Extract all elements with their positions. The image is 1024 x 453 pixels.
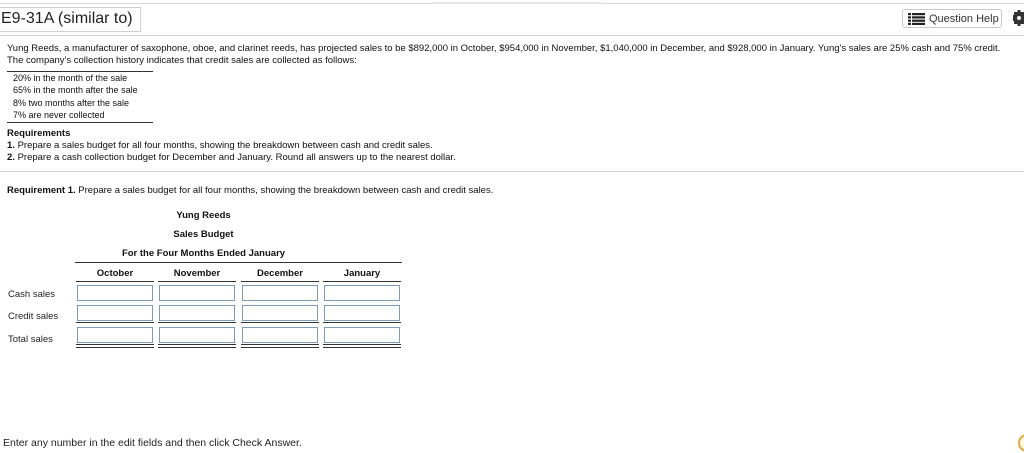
cash-sales-december-input[interactable] xyxy=(242,285,318,301)
total-sales-december-input[interactable] xyxy=(242,327,318,343)
column-header-january: January xyxy=(343,268,381,279)
column-header-october: October xyxy=(96,268,134,279)
total-sales-january-input[interactable] xyxy=(324,327,400,343)
row-label-credit-sales: Credit sales xyxy=(8,311,59,322)
total-sales-november-input[interactable] xyxy=(159,327,235,343)
credit-sales-october-input[interactable] xyxy=(77,305,153,321)
credit-sales-november-input[interactable] xyxy=(159,305,235,321)
progress-track xyxy=(432,2,602,4)
list-icon xyxy=(908,13,925,25)
requirement-item xyxy=(7,152,456,163)
column-rule xyxy=(76,281,154,282)
section-divider xyxy=(0,171,1024,172)
footer-instruction: Enter any number in the edit fields and then click Check Answer. xyxy=(3,437,302,449)
budget-company: Yung Reeds xyxy=(176,210,231,221)
collection-table xyxy=(7,71,153,123)
double-underline xyxy=(241,344,319,348)
collection-row: 7% are never collected xyxy=(7,109,153,122)
problem-text: Yung Reeds, a manufacturer of saxophone, oboe, and clarinet reeds, has projected sales to be $892,000 in October, $954,000 in November, $1,040,000 in December, and $928,000 in January. Yung's sales are 25% cash and 75% credit. The company's collection history indicates that credit sales are collected as follows: xyxy=(7,43,1001,66)
collection-row: 8% two months after the sale xyxy=(13,97,130,108)
column-rule xyxy=(158,281,236,282)
column-rule xyxy=(241,281,319,282)
requirement-number: 2. xyxy=(7,152,15,163)
collection-row: 65% in the month after the sale xyxy=(13,85,138,96)
double-underline xyxy=(76,344,154,348)
budget-period: For the Four Months Ended January xyxy=(121,248,286,259)
column-header-november: November xyxy=(173,268,221,279)
requirements-heading: Requirements xyxy=(7,128,71,139)
subtotal-rule xyxy=(76,322,154,323)
requirement-text: Prepare a cash collection budget for December and January. Round all answers up to the nearest dollar. xyxy=(17,152,456,163)
cash-sales-november-input[interactable] xyxy=(159,285,235,301)
requirement-1-text: Prepare a sales budget for all four months, showing the breakdown between cash and credit sales. xyxy=(78,185,494,196)
header-divider xyxy=(0,35,1024,36)
gear-icon[interactable] xyxy=(1013,10,1024,31)
requirement-1-prompt xyxy=(7,185,493,196)
credit-sales-december-input[interactable] xyxy=(242,305,318,321)
status-circle-icon[interactable] xyxy=(1018,434,1024,452)
column-rule xyxy=(323,281,401,282)
budget-header-rule xyxy=(75,262,402,263)
requirement-text: Prepare a sales budget for all four months, showing the breakdown between cash and credit sales. xyxy=(17,140,433,151)
subtotal-rule xyxy=(158,322,236,323)
collection-row: 20% in the month of the sale xyxy=(13,73,128,83)
column-header-december: December xyxy=(257,268,303,279)
requirement-number: 1. xyxy=(7,140,15,151)
requirement-item xyxy=(7,140,433,151)
subtotal-rule xyxy=(323,322,401,323)
double-underline xyxy=(323,344,401,348)
question-help-button[interactable] xyxy=(902,9,1002,28)
requirement-1-label: Requirement 1. xyxy=(7,185,76,196)
credit-sales-january-input[interactable] xyxy=(324,305,400,321)
row-label-total-sales: Total sales xyxy=(8,334,53,345)
double-underline xyxy=(158,344,236,348)
row-label-cash-sales: Cash sales xyxy=(8,289,55,300)
cash-sales-january-input[interactable] xyxy=(324,285,400,301)
page-title: E9-31A (similar to) xyxy=(1,10,133,27)
question-help-label: Question Help xyxy=(929,12,999,25)
total-sales-october-input[interactable] xyxy=(77,327,153,343)
subtotal-rule xyxy=(241,322,319,323)
budget-name: Sales Budget xyxy=(173,229,234,240)
cash-sales-october-input[interactable] xyxy=(77,285,153,301)
